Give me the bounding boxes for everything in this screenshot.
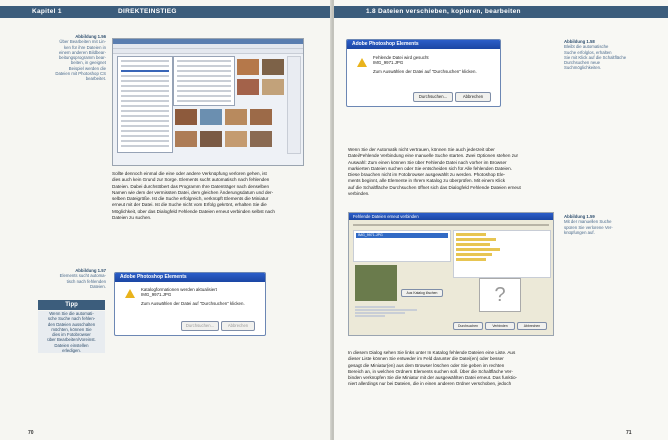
- body-line: Sollte dennoch einmal die eine oder andere Verknüpfung verloren gehen, ist: [112, 171, 267, 176]
- dialog-message: [141, 287, 245, 306]
- fig159-line: Mit der manuellen Suche: [564, 219, 612, 225]
- fig158-caption-label: Abbildung 1.58: [564, 39, 595, 44]
- photo-thumbnail: [200, 131, 222, 147]
- left-header-bar: [0, 6, 330, 18]
- screenshot-toolbar: [113, 49, 303, 54]
- body-line: gesagt die Miniatur(en) aus dem Browser löschen oder Sie geben im rechten: [348, 362, 505, 368]
- photo-thumbnail: [237, 79, 259, 95]
- fig158-line: Sie mit Klick auf die Schaltfläche: [564, 54, 627, 60]
- tip-line: dies im Fotobrowser: [52, 332, 91, 338]
- warning-icon: [357, 58, 367, 67]
- body-line: verbinden.: [348, 191, 370, 197]
- tip-text: [38, 311, 105, 353]
- folder-tree[interactable]: [453, 230, 551, 278]
- body-line: auf die Schaltfläche Durchsuchen öffnet sich das Dialogfeld Fehlende Dateien erneut: [348, 184, 521, 190]
- left-body-text: [112, 171, 302, 221]
- right-page: [334, 0, 668, 440]
- photo-thumbnail: [262, 79, 284, 95]
- fig156-line: einem anderen Bildbear-: [58, 49, 106, 55]
- search-dialog-title: Adobe Photoshop Elements: [347, 40, 500, 49]
- dialog-line: Katalogformationen werden aktualisiert: [141, 287, 217, 292]
- body-line: In diesem Dialog sehen Sie links unter In Katalog fehlende Dateien eine Liste. Aus: [348, 350, 516, 355]
- photo-thumbnail: [225, 131, 247, 147]
- fig156-line: Dateien mit Photoshop CS: [55, 71, 106, 77]
- question-mark-icon: ?: [479, 278, 521, 312]
- body-line: ments beginnt, alle Elemente in Ihrem Katalog zu überprüfen. Mit einem Klick: [348, 178, 506, 184]
- left-page: [0, 0, 332, 440]
- reconnect-title: Fehlende Dateien erneut verbinden: [349, 213, 553, 220]
- fig157-line: Elements sucht automa-: [59, 273, 106, 279]
- fig159-line: spüren Sie verlorene Ver-: [564, 224, 613, 230]
- tip-title: Tipp: [38, 300, 105, 310]
- browse-button[interactable]: Durchsuchen: [453, 322, 483, 330]
- body-line: binden verknüpfen Sie die Miniatur mit der ausgewählten Datei erneut. Das funktio-: [348, 375, 518, 381]
- right-page-number: 71: [626, 430, 632, 436]
- fig158-line: Bleibt die automatische: [564, 44, 609, 50]
- dialog-line: Zum Auswählen der Datei auf "Durchsuchen" klicken.: [373, 68, 477, 74]
- right-body-text-2: [348, 350, 551, 388]
- dialog-line: Fehlende Datei wird gesucht: [373, 55, 429, 60]
- missing-files-list[interactable]: [353, 230, 451, 262]
- photo-thumbnail: [200, 109, 222, 125]
- photo-thumbnail: [250, 131, 272, 147]
- organizer-screenshot: [112, 38, 304, 166]
- body-line: Dateien zu suchen.: [112, 215, 152, 221]
- body-line: niert allerdings nur bei Dateien, die in einen anderen Ordner verschoben, jedoch: [348, 381, 512, 387]
- screenshot-submenu: [173, 56, 235, 106]
- search-dialog-message: [373, 55, 477, 74]
- dialog-line: IMG_9971.JPG: [373, 60, 404, 66]
- connect-button[interactable]: Verbinden: [485, 322, 515, 330]
- body-line: Wenn Sie der Automatik nicht vertrauen, können Sie auch jederzeit über: [348, 147, 495, 152]
- fig156-caption: [30, 34, 106, 82]
- tip-line: über Bearbeiten/Voreinst.: [47, 337, 96, 343]
- body-line: selben Dateigröße. Ist die Suche erfolgreich, verknüpft Elements die Miniatur: [112, 196, 269, 202]
- left-header-title: DIREKTEINSTIEG: [118, 8, 177, 15]
- tip-line: sche Suche nach fehlen-: [47, 316, 96, 322]
- browse-button[interactable]: Durchsuchen...: [413, 92, 453, 102]
- fig157-caption: [30, 268, 106, 289]
- photo-thumbnail: [225, 109, 247, 125]
- body-line: Möglichkeit, über das Dialogfeld Fehlende Dateien erneut verbinden selbst nach: [112, 208, 275, 214]
- browse-button[interactable]: Durchsuchen...: [181, 321, 219, 331]
- fig156-line: beitungsprogramm bear-: [58, 55, 106, 61]
- screenshot-side-panel: [287, 56, 301, 154]
- tip-line: den Dateien ausschalten: [47, 321, 96, 327]
- file-info: [355, 305, 425, 319]
- fig159-caption-label: Abbildung 1.59: [564, 214, 595, 219]
- dialog-title: Adobe Photoshop Elements: [115, 273, 265, 282]
- fig158-line: Suche erfolglos, erhalten: [564, 49, 612, 55]
- photo-thumbnail: [237, 59, 259, 75]
- fig158-line: Durchsuchen neue: [564, 60, 601, 66]
- body-line: markierten Dateien suchen oder Sie entscheiden sich für Alle fehlenden Dateien.: [348, 165, 512, 171]
- body-line: erneut mit der Datei. Ist die Suche nicht vom Erfolg gekrönt, erhalten Sie die: [112, 202, 267, 208]
- fig158-caption: [564, 39, 650, 71]
- fig156-line: ken für ihre Dateien in: [63, 44, 106, 50]
- body-line: Datei/Fehlende Verbindung eine manuelle Suche starten. Zwei Optionen stehen zur: [348, 153, 519, 159]
- screenshot-context-menu: [117, 56, 173, 153]
- tip-line: Dateien einstellen: [54, 342, 89, 348]
- body-line: dieser Liste können Sie entweder im Feld darunter die Datei(en) oder besser: [348, 356, 504, 362]
- missing-files-dialog: [114, 272, 266, 336]
- photo-thumbnail: [175, 131, 197, 147]
- body-line: Auswahl: Zum einen können Sie über Fehlende Datei nach vorher im Browser: [348, 159, 507, 165]
- preview-image: [355, 265, 397, 301]
- right-header-bar: [334, 6, 668, 18]
- tip-line: Wenn Sie die automati-: [49, 311, 94, 316]
- right-body-text-1: [348, 147, 551, 197]
- missing-file-item[interactable]: IMG_9971.JPG: [356, 233, 448, 238]
- tip-line: erledigen.: [62, 348, 81, 354]
- fig156-line: bearbeitet.: [85, 76, 106, 82]
- delete-from-catalog-button[interactable]: Aus Katalog löschen: [401, 289, 443, 297]
- fig156-line: Beispiel werden die: [68, 65, 106, 71]
- fig159-line: knüpfungen auf.: [564, 229, 595, 235]
- body-line: Bereich an, in welchen Ordnern Elements suchen soll. Über die Schaltfläche Ver-: [348, 368, 513, 374]
- cancel-button[interactable]: Abbrechen: [221, 321, 255, 331]
- photo-thumbnail: [250, 109, 272, 125]
- body-line: Dateien. Dabei durchstöbert das Programm Ihre Datenträger nach denselben: [112, 183, 270, 189]
- fig159-caption: [564, 214, 650, 235]
- reconnect-window: [348, 212, 554, 336]
- fig156-line: beiten, in geeignet: [70, 60, 106, 66]
- body-line: dies auch kein Grund zur Sorge. Elements sucht automatisch nach fehlenden: [112, 177, 270, 183]
- fig158-line: Suchmöglichkeiten.: [564, 65, 602, 71]
- photo-thumbnail: [262, 59, 284, 75]
- fig156-line: Über Bearbeiten mit Lin-: [59, 39, 106, 45]
- tip-line: möchten, können Sie: [51, 326, 92, 332]
- instruction-line: [353, 224, 549, 226]
- search-dialog: [346, 39, 501, 107]
- chapter-label: Kapitel 1: [32, 8, 62, 15]
- cancel-button[interactable]: Abbrechen: [517, 322, 547, 330]
- body-line: Namen wie dem der vermissten Datei, dem gleichen Änderungsdatum und der-: [112, 189, 274, 195]
- fig156-caption-label: Abbildung 1.56: [75, 34, 106, 39]
- dialog-line: IMG_9971.JPG: [141, 292, 172, 298]
- warning-icon: [125, 289, 135, 298]
- body-line: Diese brauchen nicht im Fotobrowser ausgewählt zu werden. Photoshop Ele-: [348, 172, 506, 178]
- fig157-caption-label: Abbildung 1.57: [75, 268, 106, 273]
- right-header-title: 1.8 Dateien verschieben, kopieren, bearbeiten: [366, 8, 521, 15]
- dialog-line: Zum Auswählen der Datei auf "Durchsuchen" klicken.: [141, 300, 245, 306]
- photo-thumbnail: [175, 109, 197, 125]
- fig157-line: Dateien.: [89, 283, 106, 289]
- left-page-number: 70: [28, 430, 34, 436]
- fig157-line: tisch nach fehlenden: [66, 278, 106, 284]
- cancel-button[interactable]: Abbrechen: [455, 92, 491, 102]
